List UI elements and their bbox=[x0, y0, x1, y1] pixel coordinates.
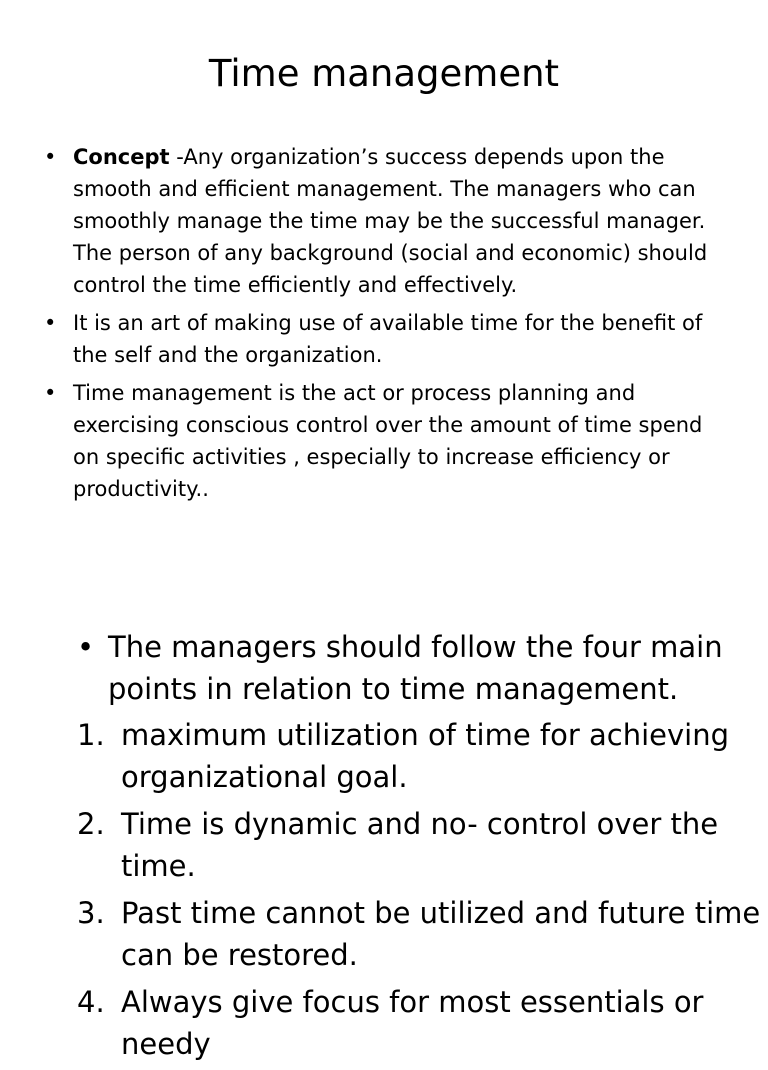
list-item bbox=[77, 803, 767, 887]
bullet-list bbox=[44, 141, 734, 511]
list-number: 3. bbox=[77, 896, 105, 930]
bullet-item-definition bbox=[44, 377, 734, 505]
slide-2 bbox=[0, 576, 768, 1061]
bullet-dot-icon: • bbox=[44, 311, 57, 335]
bullet-text: -Any organization’s success depends upon the smooth and efficient management. The managers who can smoothly manage the time may be the successful manager. The person of any background (social and economic) should control the time efficiently and effectively. bbox=[73, 145, 708, 297]
bullet-text: It is an art of making use of available time for the benefit of the self and the organization. bbox=[73, 311, 703, 367]
list-number: 2. bbox=[77, 807, 105, 841]
intro-text: The managers should follow the four main points in relation to time management. bbox=[108, 630, 723, 706]
bullet-dot-icon: • bbox=[77, 630, 95, 664]
bullet-lead: Concept bbox=[73, 145, 170, 169]
list-number: 4. bbox=[77, 985, 105, 1019]
list-text: maximum utilization of time for achieving organizational goal. bbox=[121, 718, 730, 794]
list-item bbox=[77, 714, 767, 798]
bullet-item-concept bbox=[44, 141, 734, 301]
points-block bbox=[77, 626, 767, 1070]
bullet-dot-icon: • bbox=[44, 381, 57, 405]
bullet-item-art bbox=[44, 307, 734, 371]
slide-title: Time management bbox=[208, 52, 560, 95]
intro-bullet bbox=[77, 626, 767, 710]
bullet-dot-icon: • bbox=[44, 145, 57, 169]
list-item bbox=[77, 892, 767, 976]
list-item bbox=[77, 981, 767, 1065]
list-text: Time is dynamic and no- control over the time. bbox=[121, 807, 719, 883]
list-text: Past time cannot be utilized and future time can be restored. bbox=[121, 896, 761, 972]
numbered-list bbox=[77, 714, 767, 1065]
list-text: Always give focus for most essentials or needy bbox=[121, 985, 704, 1061]
bullet-text: Time management is the act or process planning and exercising conscious control over the amount of time spend on specific activities , especially to increase efficiency or productivity.. bbox=[73, 381, 703, 501]
list-number: 1. bbox=[77, 718, 105, 752]
